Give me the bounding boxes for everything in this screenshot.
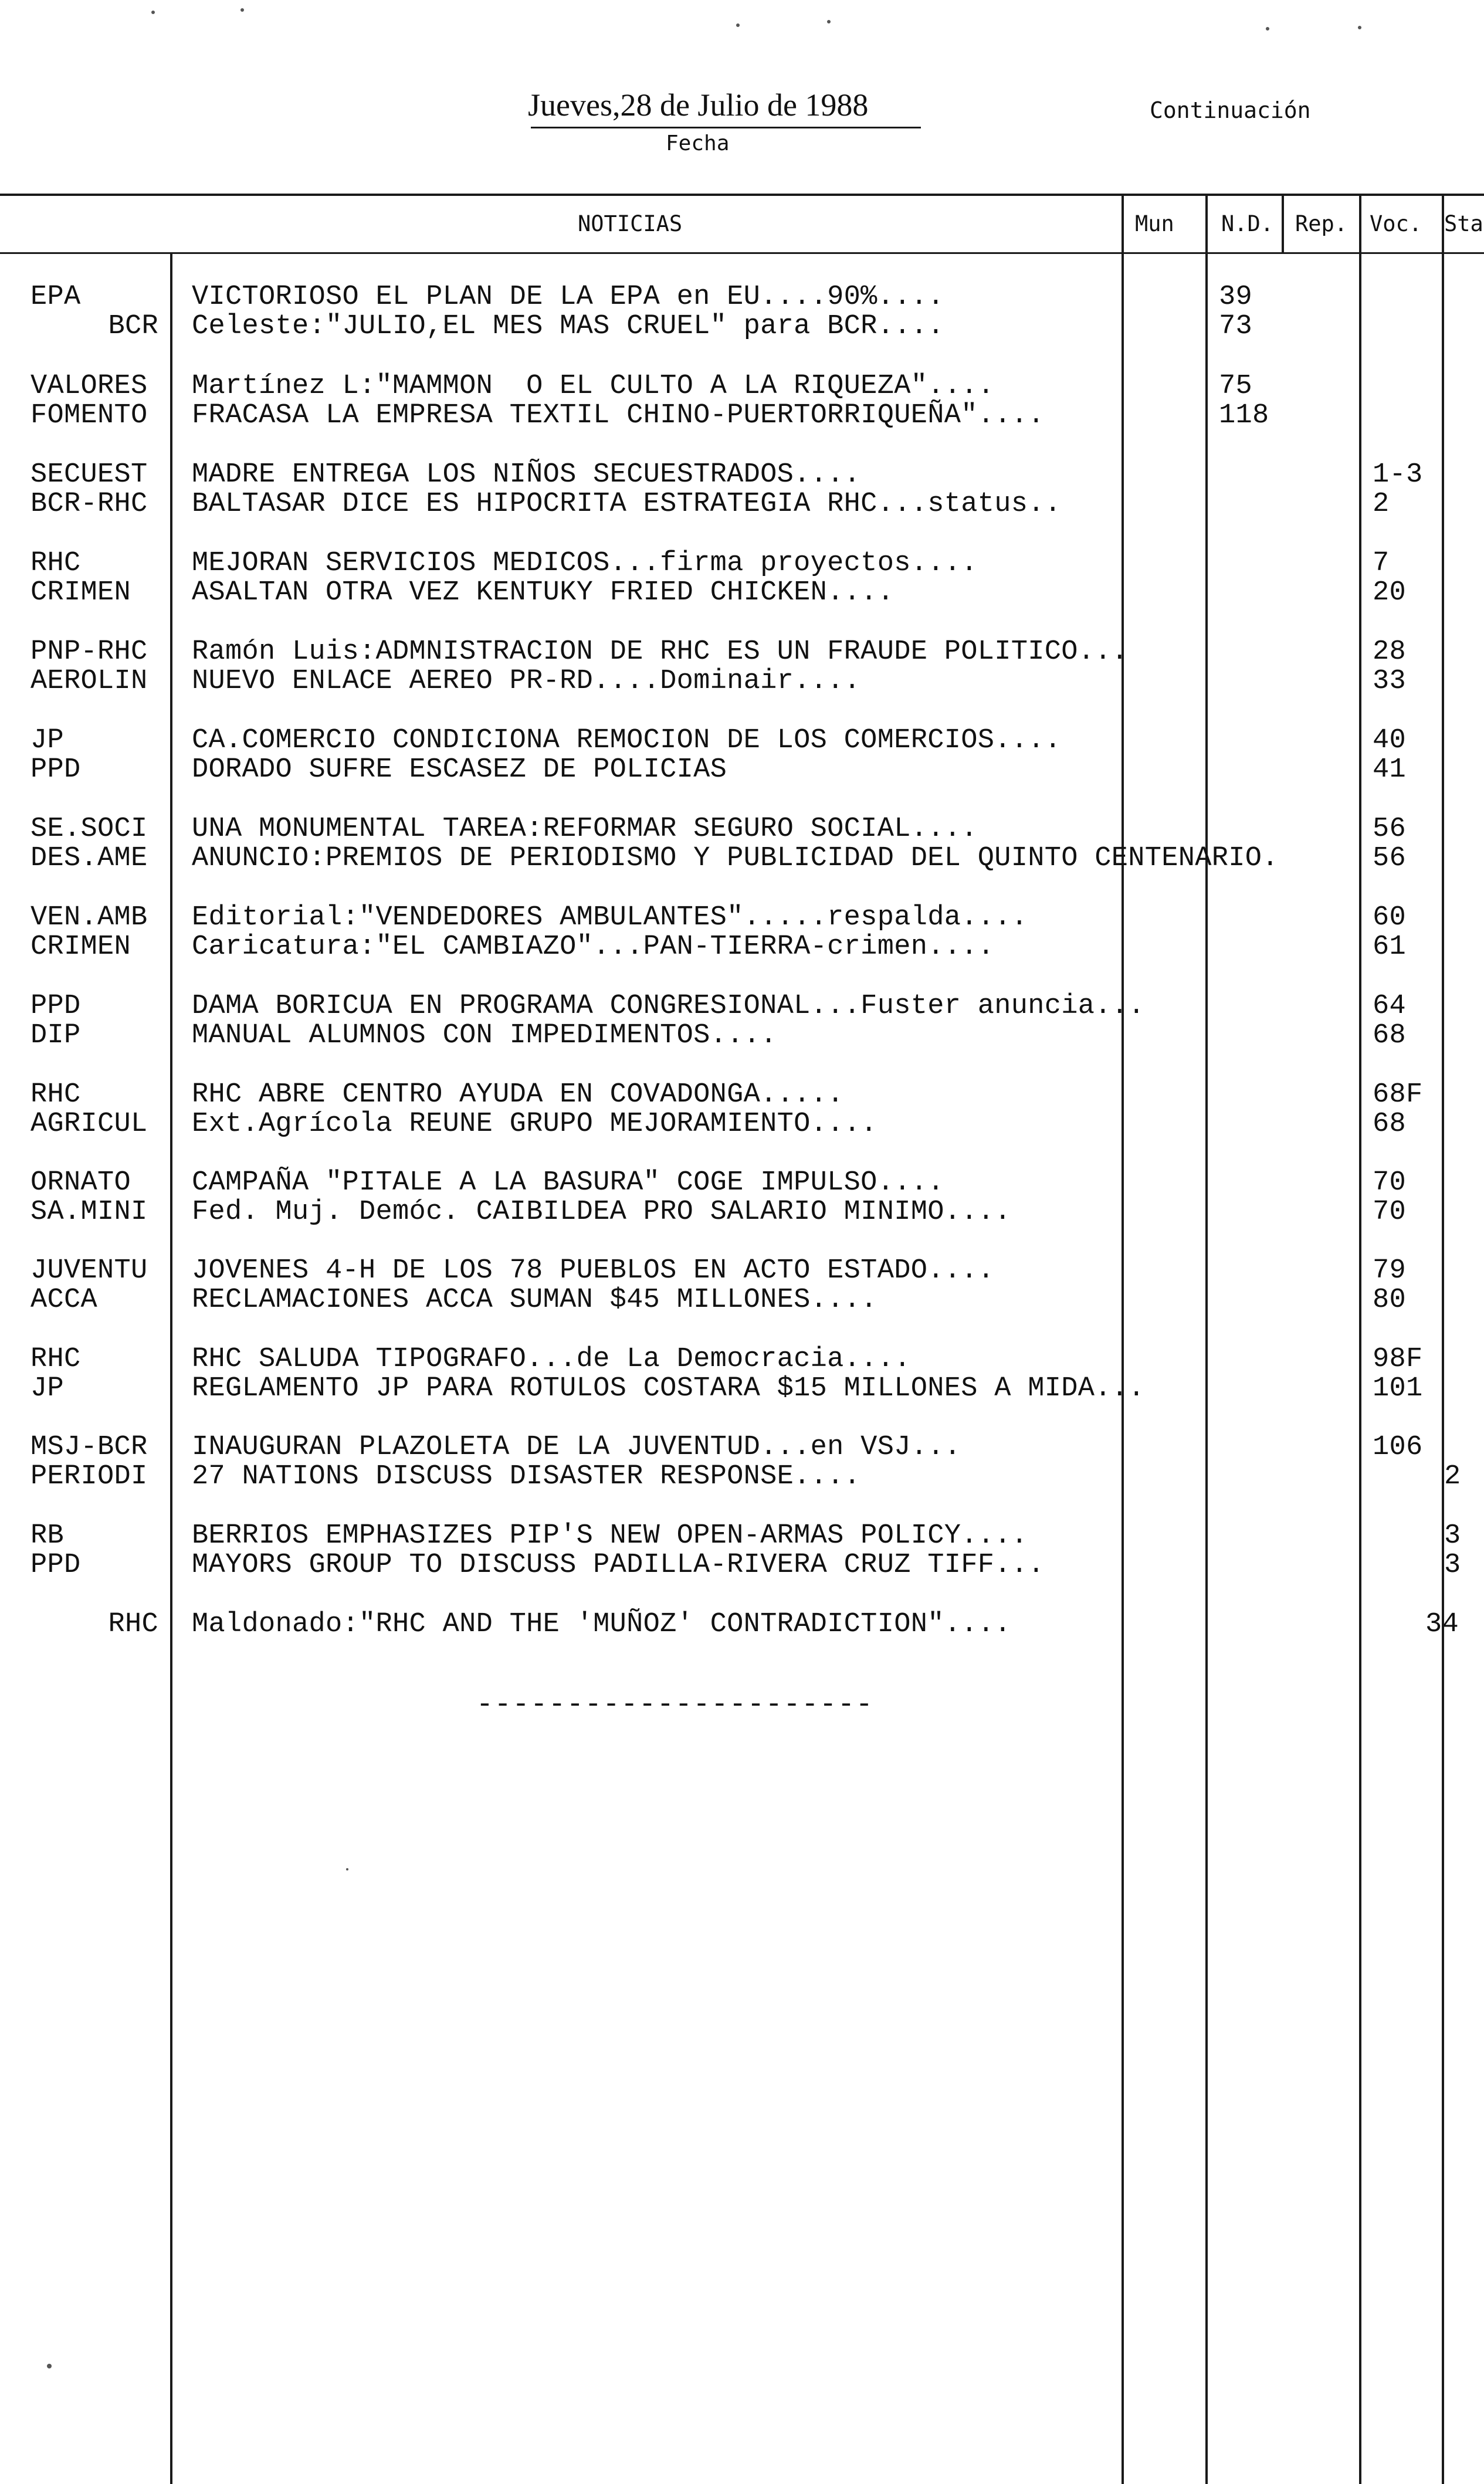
column-header-voc: Voc. xyxy=(1370,211,1422,236)
row-headline: FRACASA LA EMPRESA TEXTIL CHINO-PUERTORRIQUEÑA".... xyxy=(192,400,1045,431)
row-section-tag: RHC xyxy=(31,1079,81,1110)
row-headline: ANUNCIO:PREMIOS DE PERIODISMO Y PUBLICIDAD DEL QUINTO CENTENARIO. xyxy=(192,843,1279,874)
row-voc-page: 33 xyxy=(1373,666,1407,697)
row-headline: Ext.Agrícola REUNE GRUPO MEJORAMIENTO.... xyxy=(192,1109,877,1140)
scan-speck xyxy=(827,20,831,23)
column-divider-rep xyxy=(1282,195,1284,253)
scan-speck xyxy=(736,23,740,27)
row-section-tag: PERIODI xyxy=(31,1461,148,1492)
row-voc-page: 2 xyxy=(1373,489,1390,520)
row-voc-page: 98F xyxy=(1373,1344,1423,1375)
row-voc-page: 101 xyxy=(1373,1373,1423,1404)
row-voc-page: 64 xyxy=(1373,991,1407,1022)
row-section-tag: PPD xyxy=(31,991,81,1022)
row-section-tag: AGRICUL xyxy=(31,1109,148,1140)
row-voc-page: 41 xyxy=(1373,754,1407,785)
row-headline: NUEVO ENLACE AEREO PR-RD....Dominair.... xyxy=(192,666,861,697)
row-section-tag: ORNATO xyxy=(31,1167,131,1198)
column-header-rep: Rep. xyxy=(1295,211,1348,236)
row-section-tag: EPA xyxy=(31,282,81,313)
row-headline: RHC SALUDA TIPOGRAFO...de La Democracia.... xyxy=(192,1344,911,1375)
row-section-tag: SA.MINI xyxy=(31,1197,148,1228)
row-voc-page: 106 xyxy=(1373,1432,1423,1463)
row-headline: MANUAL ALUMNOS CON IMPEDIMENTOS.... xyxy=(192,1020,777,1051)
row-headline: Ramón Luis:ADMNISTRACION DE RHC ES UN FRAUDE POLITICO... xyxy=(192,636,1129,667)
row-nd-page: 75 xyxy=(1219,371,1253,402)
row-voc-page: 20 xyxy=(1373,577,1407,608)
row-section-tag: CRIMEN xyxy=(31,931,131,963)
row-headline: RHC ABRE CENTRO AYUDA EN COVADONGA..... xyxy=(192,1079,844,1110)
row-section-tag: DES.AME xyxy=(31,843,148,874)
row-headline: MAYORS GROUP TO DISCUSS PADILLA-RIVERA CRUZ TIFF... xyxy=(192,1550,1045,1581)
column-divider-mun xyxy=(1122,195,1124,2484)
row-section-tag: PPD xyxy=(31,1550,81,1581)
row-nd-page: 39 xyxy=(1219,282,1253,313)
row-headline: RECLAMACIONES ACCA SUMAN $45 MILLONES.... xyxy=(192,1285,877,1316)
column-divider-voc xyxy=(1359,195,1361,2484)
row-section-tag: BCR xyxy=(108,311,158,342)
column-divider-nd xyxy=(1205,195,1208,2484)
row-headline: INAUGURAN PLAZOLETA DE LA JUVENTUD...en VSJ... xyxy=(192,1432,961,1463)
row-section-tag: VALORES xyxy=(31,371,148,402)
row-voc-page: 68 xyxy=(1373,1109,1407,1140)
row-voc-page: 56 xyxy=(1373,814,1407,845)
continuation-label: Continuación xyxy=(1150,97,1311,123)
row-voc-page: 61 xyxy=(1373,931,1407,963)
column-header-noticias: NOTICIAS xyxy=(578,211,683,236)
row-headline: Fed. Muj. Demóc. CAIBILDEA PRO SALARIO MINIMO.... xyxy=(192,1197,1011,1228)
scan-speck xyxy=(1358,26,1361,29)
row-nd-page: 73 xyxy=(1219,311,1253,342)
row-section-tag: SECUEST xyxy=(31,459,148,490)
report-date: Jueves,28 de Julio de 1988 xyxy=(528,87,869,123)
row-section-tag: JUVENTU xyxy=(31,1255,148,1286)
row-headline: CAMPAÑA "PITALE A LA BASURA" COGE IMPULSO.... xyxy=(192,1167,944,1198)
row-sta-page: 3 xyxy=(1444,1520,1461,1551)
row-section-tag: RHC xyxy=(108,1609,158,1640)
row-headline: DORADO SUFRE ESCASEZ DE POLICIAS xyxy=(192,754,727,785)
row-nd-page: 118 xyxy=(1219,400,1269,431)
date-underline xyxy=(531,127,921,128)
row-section-tag: PPD xyxy=(31,754,81,785)
row-section-tag: PNP-RHC xyxy=(31,636,148,667)
row-headline: DAMA BORICUA EN PROGRAMA CONGRESIONAL...Fuster anuncia... xyxy=(192,991,1145,1022)
row-section-tag: RHC xyxy=(31,1344,81,1375)
row-sta-page: 2 xyxy=(1444,1461,1461,1492)
scan-speck xyxy=(346,1868,348,1870)
row-section-tag: DIP xyxy=(31,1020,81,1051)
row-voc-page: 68F xyxy=(1373,1079,1423,1110)
row-headline: ASALTAN OTRA VEZ KENTUKY FRIED CHICKEN.... xyxy=(192,577,895,608)
row-voc-page: 28 xyxy=(1373,636,1407,667)
row-headline: BERRIOS EMPHASIZES PIP'S NEW OPEN-ARMAS POLICY.... xyxy=(192,1520,1028,1551)
date-caption: Fecha xyxy=(666,131,730,155)
column-divider-sta xyxy=(1442,195,1444,2484)
closing-separator: ---------------------- xyxy=(476,1689,874,1721)
row-voc-page: 56 xyxy=(1373,843,1407,874)
column-header-mun: Mun xyxy=(1135,211,1174,236)
scan-speck xyxy=(47,2364,52,2368)
row-section-tag: AEROLIN xyxy=(31,666,148,697)
column-header-sta: Sta xyxy=(1444,211,1483,236)
row-voc-page: 68 xyxy=(1373,1020,1407,1051)
row-section-tag: VEN.AMB xyxy=(31,902,148,933)
row-headline: MADRE ENTREGA LOS NIÑOS SECUESTRADOS.... xyxy=(192,459,861,490)
row-headline: REGLAMENTO JP PARA ROTULOS COSTARA $15 MILLONES A MIDA... xyxy=(192,1373,1145,1404)
row-section-tag: JP xyxy=(31,725,65,756)
row-headline: Martínez L:"MAMMON O EL CULTO A LA RIQUEZA".... xyxy=(192,371,995,402)
row-headline: CA.COMERCIO CONDICIONA REMOCION DE LOS COMERCIOS.... xyxy=(192,725,1062,756)
row-voc-page: 70 xyxy=(1373,1197,1407,1228)
scan-speck xyxy=(240,8,244,12)
row-headline: BALTASAR DICE ES HIPOCRITA ESTRATEGIA RHC...status.. xyxy=(192,489,1062,520)
row-voc-page: 1-3 xyxy=(1373,459,1423,490)
row-section-tag: MSJ-BCR xyxy=(31,1432,148,1463)
scan-speck xyxy=(1266,27,1269,31)
row-voc-page: 60 xyxy=(1373,902,1407,933)
row-voc-page: 7 xyxy=(1373,548,1390,579)
row-voc-page: 70 xyxy=(1373,1167,1407,1198)
row-voc-page: 79 xyxy=(1373,1255,1407,1286)
row-headline: 27 NATIONS DISCUSS DISASTER RESPONSE.... xyxy=(192,1461,861,1492)
row-section-tag: FOMENTO xyxy=(31,400,148,431)
row-section-tag: BCR-RHC xyxy=(31,489,148,520)
row-sta-page: 3 xyxy=(1444,1550,1461,1581)
row-section-tag: RHC xyxy=(31,548,81,579)
row-voc-page: 40 xyxy=(1373,725,1407,756)
row-voc-page: 80 xyxy=(1373,1285,1407,1316)
row-section-tag: CRIMEN xyxy=(31,577,131,608)
row-headline: JOVENES 4-H DE LOS 78 PUEBLOS EN ACTO ESTADO.... xyxy=(192,1255,995,1286)
row-sta-page: 34 xyxy=(1425,1609,1459,1640)
row-section-tag: JP xyxy=(31,1373,65,1404)
table-top-rule xyxy=(0,194,1484,196)
scan-speck xyxy=(151,11,155,14)
row-headline: Maldonado:"RHC AND THE 'MUÑOZ' CONTRADICTION".... xyxy=(192,1609,1011,1640)
row-section-tag: ACCA xyxy=(31,1285,98,1316)
column-divider-tag xyxy=(170,253,172,2484)
row-section-tag: RB xyxy=(31,1520,65,1551)
table-header-rule xyxy=(0,252,1484,254)
row-headline: VICTORIOSO EL PLAN DE LA EPA en EU....90%.... xyxy=(192,282,944,313)
row-headline: MEJORAN SERVICIOS MEDICOS...firma proyectos.... xyxy=(192,548,978,579)
row-headline: Caricatura:"EL CAMBIAZO"...PAN-TIERRA-crimen.... xyxy=(192,931,995,963)
column-header-nd: N.D. xyxy=(1221,211,1274,236)
row-section-tag: SE.SOCI xyxy=(31,814,148,845)
row-headline: Celeste:"JULIO,EL MES MAS CRUEL" para BCR.... xyxy=(192,311,944,342)
row-headline: UNA MONUMENTAL TAREA:REFORMAR SEGURO SOCIAL.... xyxy=(192,814,978,845)
row-headline: Editorial:"VENDEDORES AMBULANTES".....respalda.... xyxy=(192,902,1028,933)
